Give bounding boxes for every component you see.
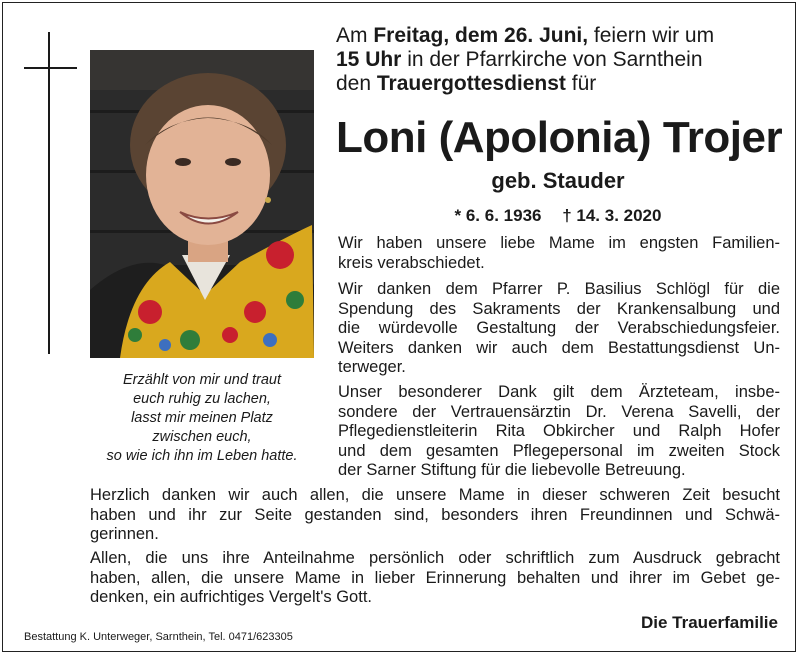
text-line: haben, allen, die unsere Mame in lieber Erinnerung behalten und ihrer im Gebet ge- bbox=[90, 568, 780, 587]
paragraph-thanks-medical bbox=[338, 383, 780, 481]
text-line: Herzlich danken wir auch allen, die unsere Mame in dieser schweren Zeit besucht bbox=[90, 486, 780, 504]
death-date: † 14. 3. 2020 bbox=[562, 206, 662, 225]
poem-line: zwischen euch, bbox=[152, 429, 252, 445]
paragraph-farewell bbox=[338, 234, 780, 273]
paragraph-thanks-priest bbox=[338, 280, 780, 378]
family-signature: Die Trauerfamilie bbox=[640, 613, 778, 632]
poem-line: lasst mir meinen Platz bbox=[131, 410, 273, 426]
text-line: Spendung des Sakraments der Krankensalbung und bbox=[338, 299, 780, 318]
text-line: und dem gesamten Pflegepersonal im zweiten Stock bbox=[338, 441, 780, 460]
birth-date: * 6. 6. 1936 bbox=[454, 206, 542, 225]
text-line: haben und ihr zur Seite gestanden sind, besonders ihren Freundinnen und Schwä- bbox=[90, 505, 780, 524]
funeral-home-credit: Bestattung K. Unterweger, Sarnthein, Tel. 0471/623305 bbox=[24, 631, 293, 643]
text-line: kreis verabschiedet. bbox=[338, 253, 485, 272]
text-line: gerinnen. bbox=[90, 525, 159, 543]
text-line: Pflegedienstleiterin Rita Obkircher und Ralph Hofer bbox=[338, 422, 780, 440]
text-line: die würdevolle Gestaltung der Verabschiedungsfeier. bbox=[338, 319, 780, 337]
text-line: der Sarner Stiftung für die liebevolle Betreuung. bbox=[338, 461, 686, 479]
text-line: Wir haben unsere liebe Mame im engsten Familien- bbox=[338, 234, 780, 252]
intro-line-2: 15 Uhr in der Pfarrkirche von Sarnthein bbox=[336, 48, 703, 71]
poem-line: so wie ich ihn im Leben hatte. bbox=[106, 448, 298, 464]
text-line: Wir danken dem Pfarrer P. Basilius Schlögl für die bbox=[338, 280, 780, 298]
text-line: Weiters danken wir auch dem Bestattungsdienst Un- bbox=[338, 338, 780, 357]
paragraph-thanks-all bbox=[90, 549, 780, 608]
intro-line-1: Am Freitag, dem 26. Juni, feiern wir um bbox=[336, 24, 715, 47]
text-line: sondere der Vertrauensärztin Dr. Verena Savelli, der bbox=[338, 402, 780, 421]
paragraph-thanks-visitors bbox=[90, 486, 780, 545]
poem-line: Erzählt von mir und traut bbox=[123, 372, 281, 388]
deceased-name: Loni (Apolonia) Trojer bbox=[336, 113, 783, 162]
life-dates bbox=[336, 205, 780, 227]
text-line: terweger. bbox=[338, 358, 406, 376]
portrait-photo bbox=[90, 50, 314, 358]
poem-line: euch ruhig zu lachen, bbox=[133, 391, 271, 407]
text-line: Allen, die uns ihre Anteilnahme persönlich oder schriftlich zum Ausdruck gebracht bbox=[90, 549, 780, 567]
memorial-poem bbox=[84, 371, 320, 466]
text-line: Unser besonderer Dank gilt dem Ärzteteam, insbe- bbox=[338, 383, 780, 401]
maiden-name: geb. Stauder bbox=[491, 168, 625, 193]
intro-line-3: den Trauergottesdienst für bbox=[336, 72, 597, 95]
service-announcement bbox=[336, 24, 782, 96]
text-line: denken, ein aufrichtiges Vergelt's Gott. bbox=[90, 588, 372, 606]
